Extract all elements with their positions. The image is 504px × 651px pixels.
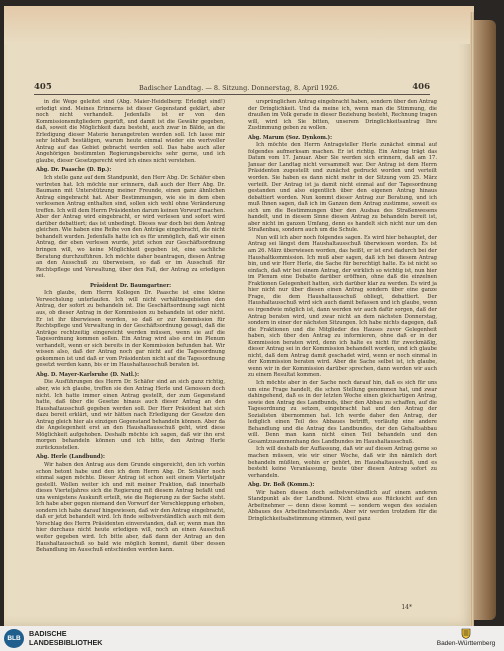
paragraph: in die Wege geleitet sind (Abg. Maier-Heidelberg: Erledigt sind!) erledigt sind. Meines Erinnerns ist dieser Gegenstand geklärt, aber noch nicht verhandelt. Jedenfalls ist er von den Kommissionsmitgliedern geprüft, und damit ist die Gewähr gegeben, daß, soweit die Möglichkeit dazu besteht, auch zwar in Bälde, an die Erledigung dieser Materie herangetreten werden soll. Ich lasse mir sehr lebhaft bestätigen, warum heute einmal wieder ein wertvoller Antrag auf das Gebiet gebracht werden soll. Das habe auch aller Angehörigen bestimmten Regierungsbereichs sehr gerne, und ich glaube, dieser Gesetzgerecht wird ich eines nicht verstehen. — [36, 99, 225, 164]
state-label: Baden-Württemberg — [436, 640, 496, 647]
paragraph: Ich möchte den Herrn Antragsteller Herle zunächst einmal auf folgendes aufmerksam machen. Er ist richtig. Ein Antrag trägt das Datum vom 17. Januar. Aber Sie werden sich erinnern, daß am 17. Januar der Landtag nicht versammelt war. Der Antrag ist dem Herrn Präsidenten zugestellt und zunächst gedruckt worden und verteilt worden. Sie haben es dann nicht mehr in der Sitzung vom 25. März verteilt. Der Antrag ist ja damit nicht einmal auf der Tagesordnung gestanden und also eigentlich über den eigenen Antrag hinaus debattiert worden. Nun kommt dieser Antrag zur Beratung, und ich muß Ihnen sagen, daß ich im Ganzen dem Antrag zustimme, soweit es sich um die Bestimmungen über den Ausbau des Straßenwesens handelt, und in diesem Sinne diesen Antrag zu behandeln bereit ist, aber nicht im ganzen Umfang, denn es handelt sich nicht nur um den Straßenbau, sondern auch um die Schule. — [248, 142, 437, 234]
speaker-heading: Abg. Dr. Paasche (D. Bp.): — [36, 167, 112, 174]
library-name-line1: BADISCHE — [29, 629, 67, 638]
header-rule — [34, 94, 430, 95]
paragraph: Wir haben den Antrag aus dem Grunde eingereicht, den ich vorhin schon betont habe und den ich dem Herrn Abg. Dr. Schäfer noch einmal sagen möchte. Dieser Antrag ist schon seit einem Vierteljahr gestellt. Wollen weiter ich und mit meiner Fraktion, daß innerhalb dieses Vierteljahres sich die Regierung mit diesem Antrag befaßt und uns wenigstens Auskunft erteilt, wie die Regierung zu der Sache steht. Ich habe aber gegen niemand den Vorwurf der Verschleppung erhoben, sondern ich habe darauf hingewiesen, daß wir den Antrag eingebracht, daß er jetzt behandelt wird. Ich finde selbstverständlich auch mit dem Vorschlag des Herrn Präsidenten einverstanden, daß er, wenn man ihn hier durchaus nicht heute erledigen will, noch an einen Ausschuß weiter gegeben wird. Ich bitte aber, daß dann der Antrag an den Haushaltausschuß so bald wie möglich kommt, damit über dessen Behandlung im Ausschuß entschieden werden kann. — [36, 461, 225, 554]
book-spine — [474, 20, 496, 620]
paragraph: Ich glaube, dem Herrn Kollegen Dr. Paasche ist eine kleine Verwechslung unterlaufen. Ich will nicht verhältnisgebieten den Antrag, der sofort zu behandeln ist. Die Geschäftsordnung sagt nicht aus, ob dieser Antrag in der Kommission zu behandeln ist oder nicht. Er ist ihr überwiesen worden, so daß er zur Kommission für Rechtspflege und Verwaltung in der Geschäftsordnung gesagt, daß die Anträge rechtzeitig eingereicht werden müssen, wenn sie auf die Tagesordnung kommen sollen. Ein Antrag wird also erst im Plenum verhandelt, wenn er sich bereits in der Kommission befunden hat. Wir wissen also, daß der Antrag noch gar nicht auf die Tagesordnung gekommen ist und daß er vom Präsidenten nicht auf die Tagesordnung gesetzt werden kann, bis er im Haushaltausschuß beraten ist. — [36, 290, 225, 369]
paragraph: Wir haben diesen doch selbstverständlich auf einem anderen Standpunkt als der Landbund. Nicht etwa aus Rücksicht auf den Arbeitnehmer — denn diese kommt — sondern wegen des sozialen Abbaues des Arbeitnehmerstands. Aber wir werden trotzdem für die Dringlichkeitsabstimmung stimmen, weil ganz — [248, 489, 437, 522]
paragraph: Ich möchte aber in der Sache noch darauf hin, daß es sich für uns um eine Frage handelt, die schon Stellung genommen hat, und zwar dahingehend, daß es in der letzten Woche einen gleichartigen Antrag, sowie den Antrag des Landbunds, über den Abbau zu schaffen, auf die Tagesordnung zu setzen, eingebracht hat und den Antrag der Sozialisten übernommen hat. Ich werde daher den Antrag, der lediglich einen Teil des Abbaues betrifft, vorläufig eine andere Behandlung und die Antrag des Landbundes, der den Gehaltsabbau will. Denn man kann nicht einen Teil behandeln und den Gesamtzusammenhang des Landbundes im Haushaltausschuß. — [248, 379, 437, 445]
speaker-heading: Abg. D. Mayer-Karlsruhe (D. Natl.): — [36, 371, 140, 378]
page-signature: 14* — [401, 604, 412, 611]
running-header — [4, 82, 474, 94]
running-title: Badischer Landtag. — 8. Sitzung. Donnerstag, 8. April 1926. — [138, 84, 340, 92]
paragraph: Ich stelle ganz auf dem Standpunkt, den Herr Abg. Dr. Schäfer eben vertreten hat. Ich möchte nur erinnern, daß auch der Herr Abg. Dr. Baumann mit Unterstützung meiner Freunde, einen ganz ähnlichen Antrag eingebracht hat. Aber Bestimmungen, wie sie in dem eben verlesenen Antrag enthalten sind, sollen sich wohl ohne Veränderung treffen. Ich will dem Herrn Präsidenten darum keinen Vorwurf machen. Aber der Antrag wird eingebracht, er wird verlesen und sofort wird darüber debattiert; das ist unbedingt. Dieses war doch bei dem Antrag gleichen. Wie haben eine Reihe von den Anträge eingebracht, die nicht behandelt wurden. Jedenfalls hatte ich es für unmöglich, daß wir einen Antrag, der eben verlesen wurde, jetzt schon zur Geschäftsordnung bringen will, wo keine Möglichkeit gegeben ist, eine sachliche Beratung durchzuführen. Ich möchte daher beantragen, diesen Antrag an den Ausschuß zu überweisen, so daß er im Ausschuß für Rechtspflege und Verwaltung, über den Fall, der Antrag zu erledigen sei. — [36, 175, 225, 280]
blb-logo[interactable]: BLB — [4, 629, 24, 648]
page-number-left: 405 — [34, 82, 52, 92]
state-logo[interactable] — [434, 628, 498, 647]
page-number-right: 406 — [412, 82, 430, 92]
paragraph: Die Ausführungen des Herrn Dr. Schäfer sind an sich ganz richtig, aber, wie ich glaube, treffen sie den Antrag Herle und Genossen doch nicht. Ich hatte immer einen Antrag gestellt, der zum Gegenstand hatte, daß über die Gesetze hinaus auch dieser Antrag an den Haushaltausschuß gegeben werden soll. Der Herr Präsident hat sich dazu bereit erklärt, und wir hätten nach Erledigung der Gesetze den Antrag gleich hier als einzigen Gegenstand behandeln können. Aber da die Angelegenheit erst an den Haushaltausschuß geht, wird diese Möglichkeit aufgehoben. Deshalb möchte ich sagen, daß wir ihn erst morgen behandeln können und ich bitte, den Antrag Herle zurückzustellen. — [36, 379, 225, 451]
speaker-heading: Präsident Dr. Baumgartner: — [90, 282, 171, 289]
paragraph: Ich will deshalb der Auffassung, daß wir auf diesen Antrag gerne so machen müssen, wie wir einer Woche, daß wir ihn nämlich dort behandeln müßten, wohin er gehört, im Haushaltausschuß, und es besteht keine Veranlassung, heute über diesen Antrag sofort zu verhandeln. — [248, 446, 437, 479]
library-name-line2: LANDESBIBLIOTHEK — [29, 637, 103, 647]
library-name — [29, 630, 102, 647]
library-footer — [0, 626, 504, 651]
speaker-heading: Abg. Herle (Landbund): — [36, 454, 105, 461]
coat-of-arms-icon — [461, 628, 471, 639]
speaker-heading: Abg. Marum (Soz. Dynkom.): — [248, 134, 333, 141]
left-text-column — [36, 99, 225, 602]
paragraph: Nun will ich aber noch folgendes sagen. Es wird hier behauptet, der Antrag sei längst dem Haushaltausschuß überwiesen worden. Es ist am 26. März überwiesen worden, das heißt, er ist erst dadurch bei der Haushaltkommission. Ich muß aber sagen, daß ich bei diesem Antrag bin, und wir Herr Herle, die Sache für berechtigt halte. Es ist nicht so einfach, daß wir bei einem Antrag, der wirklich so wichtig ist, nun hier im Plenum eine Debatte darüber eröffnen, ohne daß die einzelnen Fraktionen Gelegenheit hatten, sich darüber klar zu werden. Es wird ja hier nicht nur über diesen einen Antrag sondern über eine ganze Frage, die dem Haushaltausschuß obliegt, debattiert. Der Haushaltausschuß wird sich auch damit befassen und ich glaube, wenn es irgendwie möglich ist, dann werden wir auch dafür sorgen, daß der Antrag beraten wird, und zwar nicht an dem nächsten Donnerstag, sondern in einer der nächsten Sitzungen. Ich habe nichts dagegen, daß die Fraktionen und die Mitglieder des Hauses zuvor Gelegenheit haben, sich über den Antrag zu informieren, ohne daß er in der Kommission beraten wird, denn ich halte es nicht für zweckmäßig, dieser Antrag sei in der Kommission behandelt worden, und ich glaube nicht, daß dem Antrag damit geschadet wird, wenn er noch einmal in der Kommission beraten wird. Aber die Sache selbst ist, ich glaube, wenn wir in der Kommission darüber sprechen, dann werden wir auch zu einem Resultat kommen. — [248, 234, 437, 379]
scanned-page — [4, 6, 474, 626]
speaker-heading: Abg. Dr. Boß (Komm.): — [248, 482, 315, 489]
page-edge — [470, 12, 474, 626]
right-text-column — [248, 99, 437, 602]
paragraph: ursprünglichen Antrag eingebracht haben, sondern über den Antrag der Dringlichkeit. Und da meine ich, wenn man die Stimmung, die draußen im Volk gerade in dieser Beziehung besteht, Rechnung tragen will, wird ich Sie bitten, unserem Dringlichkeitsantrag Ihre Zustimmung geben zu wollen. — [248, 99, 437, 132]
